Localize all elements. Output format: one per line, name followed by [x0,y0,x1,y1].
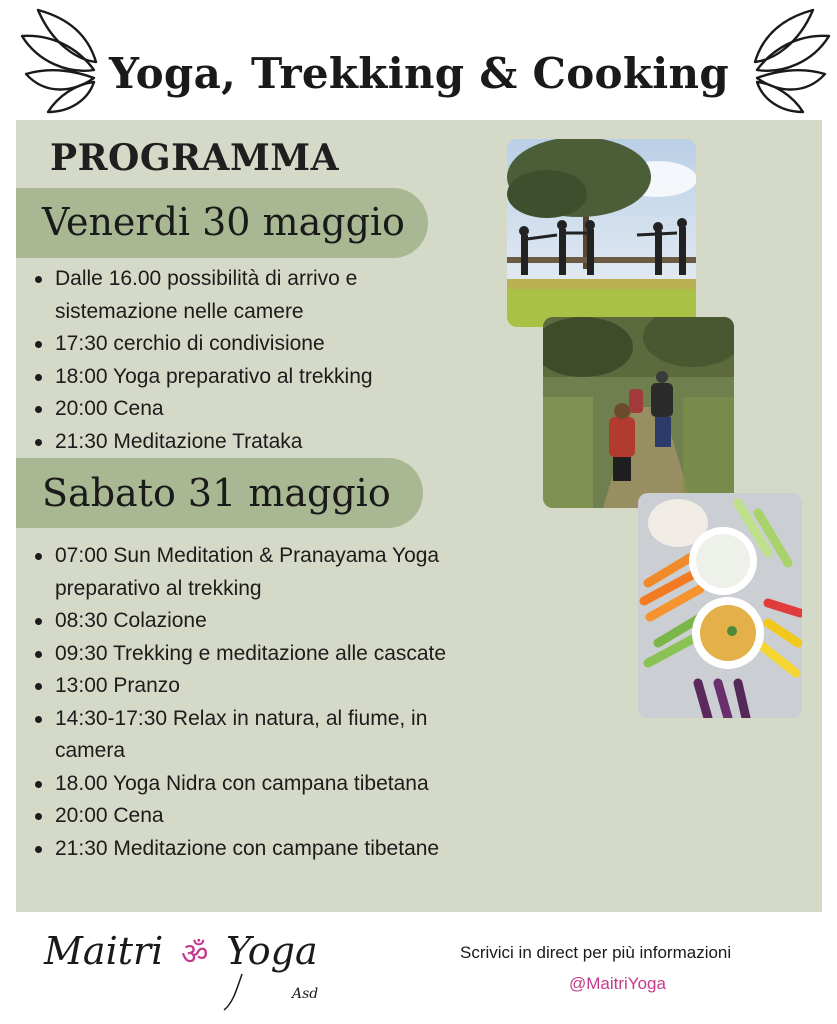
day-label-friday: Venerdi 30 maggio [42,200,405,244]
lotus-left-icon [18,0,108,118]
logo-yoga-text: Yoga [226,929,318,973]
schedule-item: 18:00 Yoga preparativo al trekking [33,361,453,394]
saturday-schedule [33,540,453,865]
schedule-item: 20:00 Cena [33,800,453,833]
schedule-item: 21:30 Meditazione con campane tibetane [33,833,453,866]
schedule-item: 07:00 Sun Meditation & Pranayama Yoga preparativo al trekking [33,540,453,605]
poster-header [16,14,822,120]
contact-call-to-action: Scrivici in direct per più informazioni [460,943,732,962]
om-icon: ॐ [181,937,209,972]
schedule-item: 09:30 Trekking e meditazione alle cascate [33,638,453,671]
instagram-handle-link[interactable]: @MaitriYoga [569,974,666,993]
friday-schedule [33,263,453,458]
maitri-yoga-logo [36,922,336,1014]
schedule-item: 20:00 Cena [33,393,453,426]
yoga-group-photo [507,139,696,327]
schedule-item: 18.00 Yoga Nidra con campana tibetana [33,768,453,801]
lotus-right-icon [743,0,833,118]
logo-maitri-text: Maitri [44,929,164,973]
schedule-item: 17:30 cerchio di condivisione [33,328,453,361]
schedule-item: 08:30 Colazione [33,605,453,638]
poster-title: Yoga, Trekking & Cooking [108,49,730,98]
logo-asd-text: Asd [292,986,319,1002]
day-label-saturday: Sabato 31 maggio [42,471,391,515]
schedule-item: Dalle 16.00 possibilità di arrivo e sistemazione nelle camere [33,263,453,328]
program-heading: PROGRAMMA [50,137,340,179]
schedule-item: 14:30-17:30 Relax in natura, al fiume, in camera [33,703,453,768]
schedule-item: 13:00 Pranzo [33,670,453,703]
vegetables-photo [638,493,802,718]
trekking-photo [543,317,734,508]
schedule-item: 21:30 Meditazione Trataka [33,426,453,459]
